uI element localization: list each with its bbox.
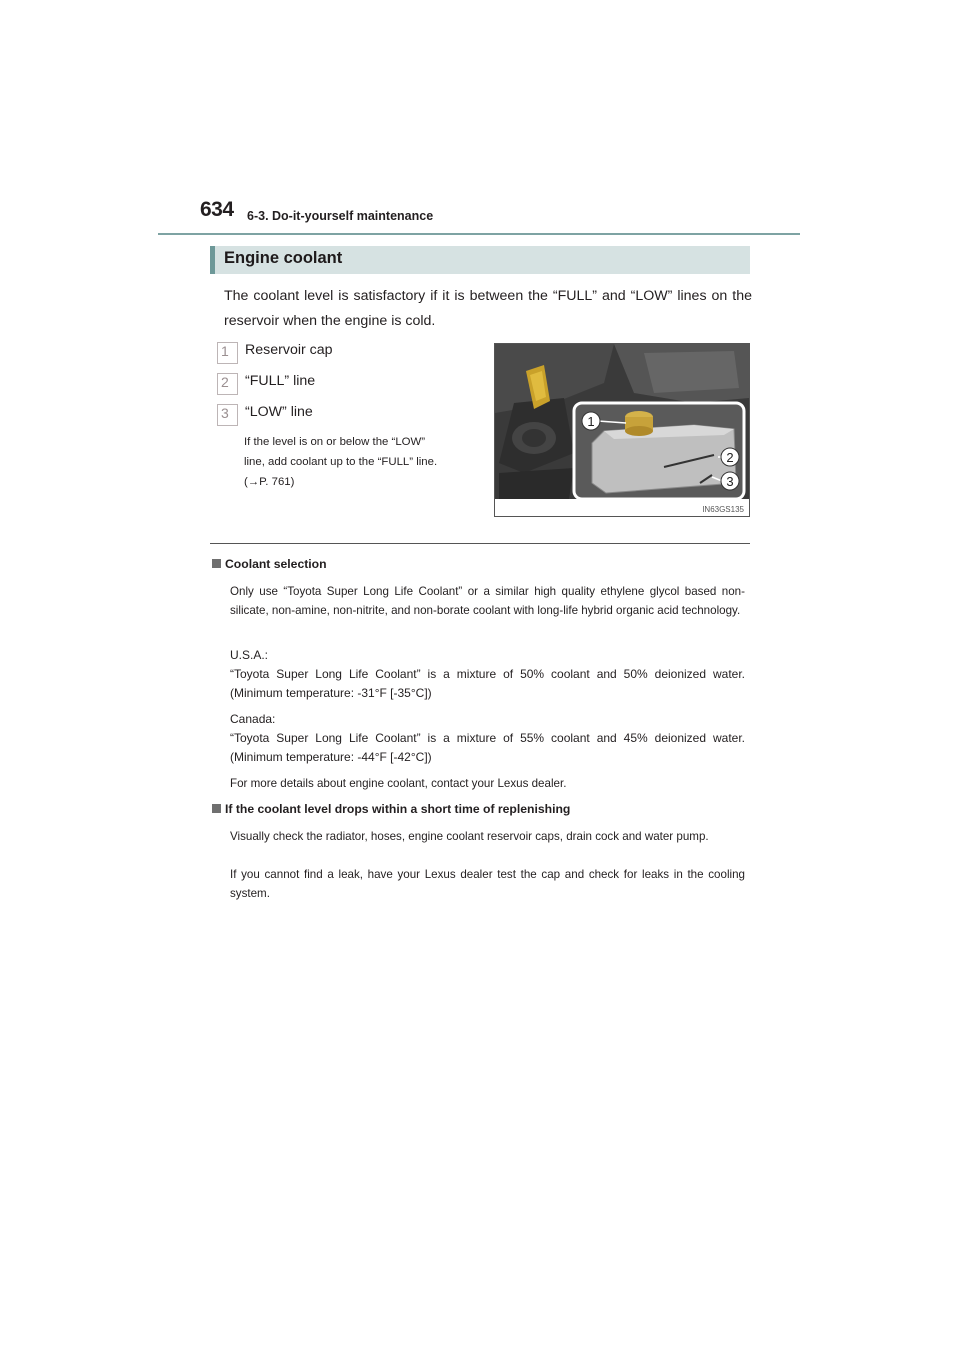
square-bullet-icon: [212, 559, 221, 568]
note-line: If the level is on or below the “LOW”: [244, 436, 426, 448]
usa-label: U.S.A.:: [230, 648, 269, 662]
coolant-drops-heading: [212, 802, 570, 816]
usa-text: “Toyota Super Long Life Coolant” is a mixture of 50% coolant and 50% deionized water. (Minimum temperature: -31°F [-35°C]): [230, 667, 745, 700]
coolant-selection-heading: [212, 557, 327, 571]
coolant-drops-paragraph-2: If you cannot find a leak, have your Lexus dealer test the cap and check for leaks in the cooling system.: [230, 868, 745, 900]
chapter-title: 6-3. Do-it-yourself maintenance: [247, 209, 434, 223]
header-rule: [158, 233, 800, 235]
engine-bay-illustration: [494, 343, 750, 517]
callout-1-label: 1: [587, 414, 595, 429]
item-label: Reservoir cap: [245, 342, 333, 358]
heading-text: Coolant selection: [225, 557, 327, 571]
low-level-note: [244, 432, 484, 492]
canada-text: “Toyota Super Long Life Coolant” is a mixture of 55% coolant and 45% deionized water. (Minimum temperature: -44°F [-42°C]): [230, 731, 745, 764]
section-title: Engine coolant: [224, 249, 343, 267]
item-label: “LOW” line: [245, 404, 313, 420]
square-bullet-icon: [212, 804, 221, 813]
callout-2-label: 2: [726, 450, 734, 465]
coolant-drops-paragraph-1: Visually check the radiator, hoses, engine coolant reservoir caps, drain cock and water pump.: [230, 830, 709, 843]
more-details-text: For more details about engine coolant, contact your Lexus dealer.: [230, 777, 567, 790]
page-number: 634: [200, 198, 234, 221]
item-number: 1: [221, 343, 229, 359]
section-divider: [210, 543, 750, 544]
heading-text: If the coolant level drops within a short time of replenishing: [225, 802, 571, 816]
note-line: line, add coolant up to the “FULL” line.: [244, 456, 438, 468]
coolant-reservoir-figure: [494, 343, 750, 517]
item-number: 2: [221, 374, 229, 390]
item-number: 3: [221, 405, 229, 421]
figure-code: IN63GS135: [702, 505, 744, 514]
item-label: “FULL” line: [245, 373, 316, 389]
canada-label: Canada:: [230, 712, 276, 726]
section-heading-accent: [210, 246, 215, 274]
note-line: (→P. 761): [244, 476, 295, 488]
coolant-selection-paragraph: Only use “Toyota Super Long Life Coolant” or a similar high quality ethylene glycol based non-silicate, non-amine, non-nitrite, and non-borate coolant with long-life hybrid organic acid technology.: [230, 585, 745, 617]
callout-3-label: 3: [726, 474, 734, 489]
intro-paragraph: The coolant level is satisfactory if it is between the “FULL” and “LOW” lines on the reservoir when the engine is cold.: [224, 288, 752, 329]
